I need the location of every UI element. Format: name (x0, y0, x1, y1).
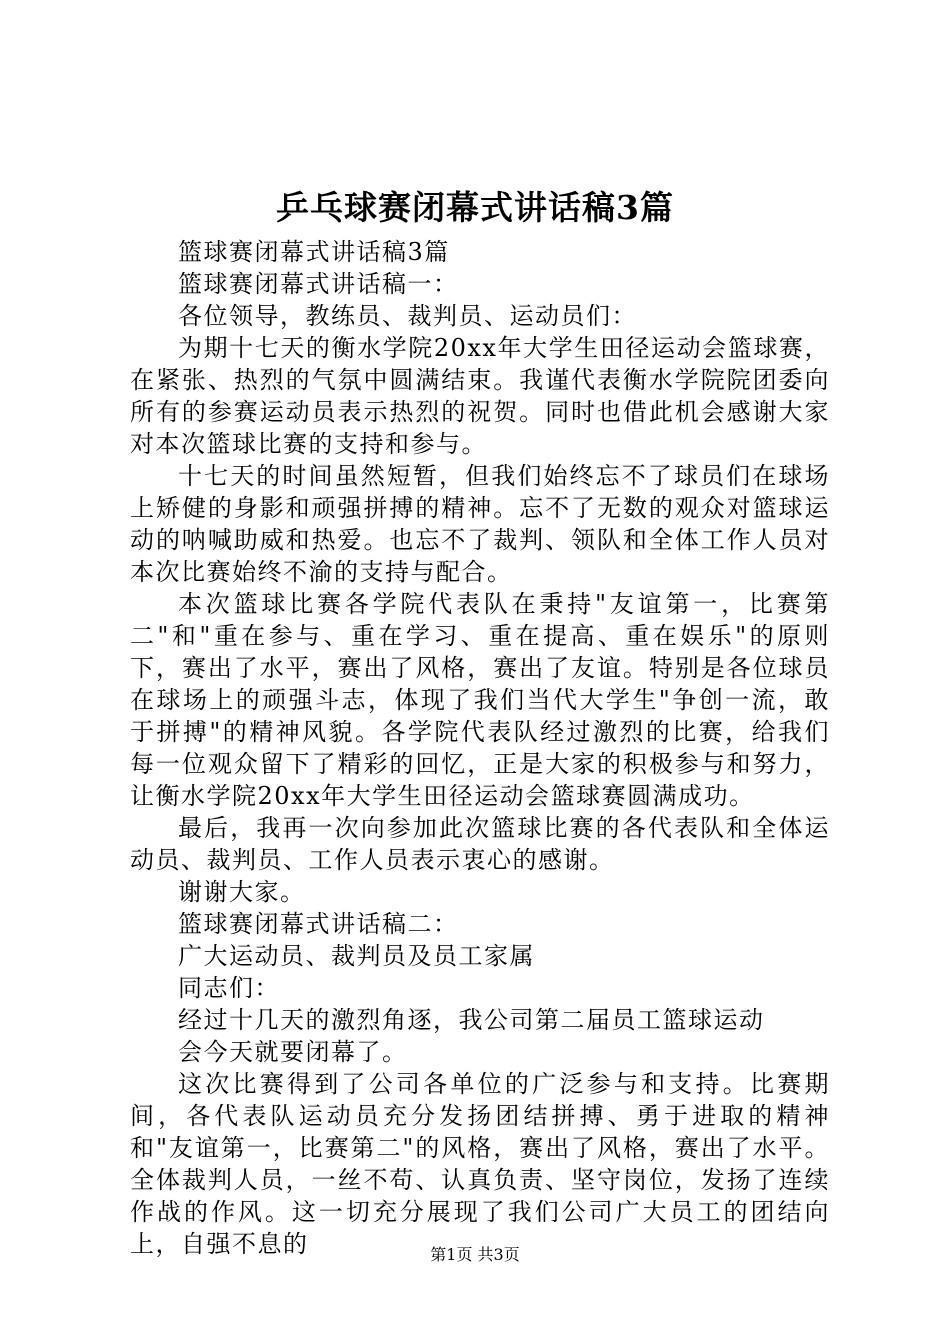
paragraph: 各位领导，教练员、裁判员、运动员们： (178, 302, 637, 330)
document-title: 乒乓球赛闭幕式讲话稿3篇 (276, 188, 674, 227)
paragraph: 最后，我再一次向参加此次篮球比赛的各代表队和全体运动员、裁判员、工作人员表示衷心的感谢。 (130, 814, 830, 874)
paragraph: 篮球赛闭幕式讲话稿3篇 (178, 238, 450, 266)
paragraph: 谢谢大家。 (178, 878, 306, 906)
paragraph: 十七天的时间虽然短暂，但我们始终忘不了球员们在球场上矫健的身影和顽强拼搏的精神。忘不了无数的观众对篮球运动的呐喊助威和热爱。也忘不了裁判、领队和全体工作人员对本次比赛始终不渝的支持与配合。 (130, 462, 830, 586)
paragraph: 篮球赛闭幕式讲话稿一： (178, 270, 459, 298)
paragraph: 会今天就要闭幕了。 (178, 1038, 408, 1066)
paragraph: 同志们： (178, 974, 280, 1002)
paragraph: 这次比赛得到了公司各单位的广泛参与和支持。比赛期间，各代表队运动员充分发扬团结拼搏、勇于进取的精神和"友谊第一，比赛第二"的风格，赛出了风格，赛出了水平。全体裁判人员，一丝不苟、认真负责、坚守岗位，发扬了连续作战的作风。这一切充分展现了我们公司广大员工的团结向上，自强不息的 (130, 1070, 830, 1258)
paragraph: 本次篮球比赛各学院代表队在秉持"友谊第一，比赛第二"和"重在参与、重在学习、重在提高、重在娱乐"的原则下，赛出了水平，赛出了风格，赛出了友谊。特别是各位球员在球场上的顽强斗志，体现了我们当代大学生"争创一流，敢于拼搏"的精神风貌。各学院代表队经过激烈的比赛，给我们每一位观众留下了精彩的回忆，正是大家的积极参与和努力，让衡水学院20xx年大学生田径运动会篮球赛圆满成功。 (130, 590, 830, 810)
paragraph: 经过十几天的激烈角逐，我公司第二届员工篮球运动 (178, 1006, 765, 1034)
document-body (130, 236, 830, 1260)
page-number-footer: 第1页 共3页 (430, 1245, 520, 1264)
paragraph: 广大运动员、裁判员及员工家属 (178, 942, 535, 970)
paragraph: 为期十七天的衡水学院20xx年大学生田径运动会篮球赛，在紧张、热烈的气氛中圆满结束。我谨代表衡水学院院团委向所有的参赛运动员表示热烈的祝贺。同时也借此机会感谢大家对本次篮球比赛的支持和参与。 (130, 334, 830, 458)
paragraph: 篮球赛闭幕式讲话稿二： (178, 910, 459, 938)
